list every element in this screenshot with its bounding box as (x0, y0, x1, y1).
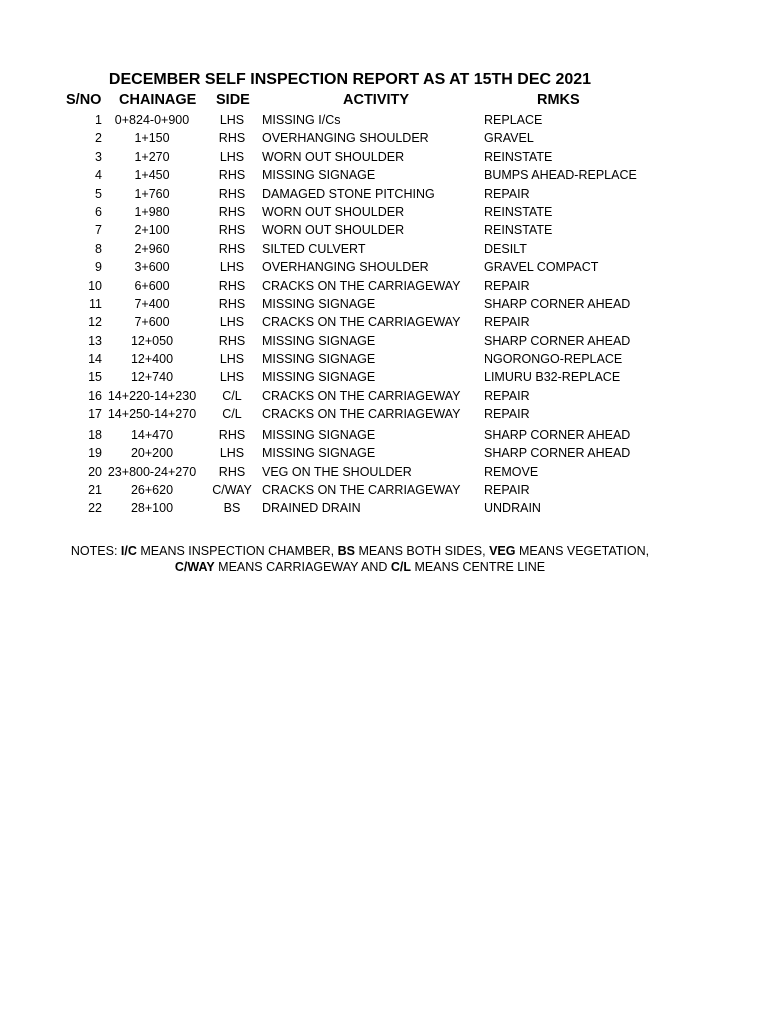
cell-activity: MISSING I/Cs (262, 113, 341, 127)
notes-term-veg: VEG (489, 544, 516, 558)
table-row (0, 241, 768, 259)
header-activity: ACTIVITY (343, 92, 410, 108)
notes-term-cway: C/WAY (174, 560, 215, 574)
cell-chainage: 6+600 (134, 278, 170, 293)
notes-term-bs: BS (337, 544, 356, 558)
cell-activity: CRACKS ON THE CARRIAGEWAY (262, 315, 461, 330)
cell-side: C/L (222, 388, 242, 403)
cell-activity: MISSING SIGNAGE (262, 446, 376, 461)
table-row (0, 278, 768, 296)
cell-rmks: REPAIR (484, 278, 530, 293)
cell-sno: 2 (95, 131, 102, 146)
cell-sno: 5 (95, 186, 102, 201)
cell-rmks: REPAIR (484, 388, 530, 403)
table-row (0, 369, 768, 387)
cell-rmks: REINSTATE (484, 149, 553, 164)
cell-sno: 9 (95, 260, 102, 275)
cell-rmks: SHARP CORNER AHEAD (484, 427, 631, 442)
notes-term-ic: I/C (120, 544, 137, 558)
cell-side: RHS (218, 204, 246, 219)
cell-rmks: GRAVEL (484, 131, 534, 146)
table-row (0, 167, 768, 185)
cell-chainage: 28+100 (130, 501, 174, 516)
cell-chainage: 14+470 (130, 427, 174, 442)
cell-sno: 17 (88, 407, 102, 422)
notes-term-cl: C/L (390, 560, 412, 574)
cell-sno: 7 (95, 223, 102, 238)
cell-rmks: SHARP CORNER AHEAD (484, 296, 631, 311)
table-row (0, 296, 768, 314)
table-row (0, 222, 768, 240)
cell-activity: VEG ON THE SHOULDER (262, 464, 412, 479)
cell-activity: MISSING SIGNAGE (262, 427, 376, 442)
cell-side: RHS (218, 131, 246, 146)
cell-chainage: 23+800-24+270 (107, 464, 197, 479)
cell-rmks: NGORONGO-REPLACE (484, 352, 623, 367)
cell-rmks: REINSTATE (484, 223, 553, 238)
cell-side: RHS (218, 223, 246, 238)
cell-chainage: 14+250-14+270 (107, 407, 197, 422)
table-row (0, 445, 768, 463)
notes (60, 543, 660, 575)
cell-side: RHS (218, 168, 246, 183)
cell-sno: 4 (95, 168, 102, 183)
cell-activity: OVERHANGING SHOULDER (262, 260, 429, 275)
cell-side: LHS (219, 370, 245, 385)
cell-sno: 13 (88, 333, 102, 348)
cell-side: C/WAY (212, 482, 252, 497)
cell-side: LHS (219, 149, 245, 164)
header-rmks: RMKS (537, 92, 580, 108)
table-row (0, 427, 768, 445)
table-row (0, 482, 768, 500)
cell-side: RHS (218, 296, 246, 311)
cell-side: RHS (218, 427, 246, 442)
cell-chainage: 1+760 (134, 186, 170, 201)
cell-activity: CRACKS ON THE CARRIAGEWAY (262, 407, 461, 422)
cell-activity: MISSING SIGNAGE (262, 352, 376, 367)
cell-rmks: REMOVE (484, 464, 539, 479)
table-row (0, 259, 768, 277)
cell-chainage: 1+270 (134, 149, 170, 164)
cell-activity: WORN OUT SHOULDER (262, 204, 405, 219)
cell-activity: WORN OUT SHOULDER (262, 223, 405, 238)
notes-text-1: NOTES: (70, 544, 121, 558)
cell-activity: DRAINED DRAIN (262, 501, 361, 516)
table-row (0, 333, 768, 351)
cell-sno: 18 (88, 427, 102, 442)
table-row (0, 314, 768, 332)
table-row (0, 500, 768, 518)
cell-rmks: DESILT (484, 241, 527, 256)
cell-chainage: 1+450 (134, 168, 170, 183)
cell-rmks: REPLACE (484, 113, 543, 127)
cell-activity: CRACKS ON THE CARRIAGEWAY (262, 278, 461, 293)
cell-chainage: 1+150 (134, 131, 170, 146)
cell-chainage: 26+620 (130, 482, 174, 497)
cell-activity: OVERHANGING SHOULDER (262, 131, 429, 146)
header-chainage: CHAINAGE (119, 92, 197, 108)
report-title (0, 71, 700, 89)
cell-rmks: REINSTATE (484, 204, 553, 219)
notes-text-6: MEANS CENTRE LINE (411, 560, 546, 574)
cell-side: RHS (218, 278, 246, 293)
cell-activity: MISSING SIGNAGE (262, 168, 376, 183)
cell-rmks: SHARP CORNER AHEAD (484, 446, 631, 461)
cell-sno: 20 (88, 464, 102, 479)
table-row (0, 130, 768, 148)
cell-chainage: 3+600 (134, 260, 170, 275)
cell-sno: 19 (88, 446, 102, 461)
cell-rmks: REPAIR (484, 482, 530, 497)
cell-sno: 8 (95, 241, 102, 256)
cell-side: LHS (219, 260, 245, 275)
cell-chainage: 2+960 (134, 241, 170, 256)
cell-side: RHS (218, 241, 246, 256)
table-row (0, 406, 768, 427)
cell-sno: 10 (88, 278, 102, 293)
cell-sno: 1 (95, 113, 102, 127)
cell-rmks: GRAVEL COMPACT (484, 260, 599, 275)
cell-chainage: 14+220-14+230 (107, 388, 197, 403)
header-side: SIDE (216, 92, 250, 108)
cell-rmks: REPAIR (484, 315, 530, 330)
cell-rmks: SHARP CORNER AHEAD (484, 333, 631, 348)
cell-sno: 16 (88, 388, 102, 403)
notes-text-4: MEANS VEGETATION, (515, 544, 650, 558)
cell-side: RHS (218, 464, 246, 479)
inspection-table (0, 112, 768, 519)
report-title-text: DECEMBER SELF INSPECTION REPORT AS AT 15TH DEC 2021 (108, 71, 592, 88)
cell-rmks: UNDRAIN (484, 501, 541, 516)
cell-side: RHS (218, 186, 246, 201)
cell-chainage: 12+740 (130, 370, 174, 385)
cell-sno: 11 (89, 296, 102, 311)
cell-rmks: REPAIR (484, 407, 530, 422)
cell-chainage: 20+200 (130, 446, 174, 461)
cell-rmks: LIMURU B32-REPLACE (484, 370, 621, 385)
table-row (0, 186, 768, 204)
cell-activity: WORN OUT SHOULDER (262, 149, 405, 164)
cell-chainage: 12+400 (130, 352, 174, 367)
table-row (0, 351, 768, 369)
cell-sno: 12 (88, 315, 102, 330)
header-sno: S/NO (66, 92, 102, 108)
cell-activity: MISSING SIGNAGE (262, 333, 376, 348)
cell-rmks: REPAIR (484, 186, 530, 201)
cell-side: LHS (219, 315, 245, 330)
notes-text-2: MEANS INSPECTION CHAMBER, (136, 544, 338, 558)
cell-activity: CRACKS ON THE CARRIAGEWAY (262, 388, 461, 403)
cell-chainage: 1+980 (134, 204, 170, 219)
cell-sno: 21 (88, 482, 102, 497)
cell-chainage: 7+400 (134, 296, 170, 311)
cell-sno: 14 (88, 352, 102, 367)
cell-chainage: 12+050 (130, 333, 174, 348)
cell-side: RHS (218, 333, 246, 348)
cell-sno: 6 (95, 204, 102, 219)
cell-activity: CRACKS ON THE CARRIAGEWAY (262, 482, 461, 497)
table-row (0, 149, 768, 167)
cell-activity: MISSING SIGNAGE (262, 296, 376, 311)
cell-sno: 3 (95, 149, 102, 164)
notes-text-5: MEANS CARRIAGEWAY AND (214, 560, 391, 574)
cell-side: LHS (219, 446, 245, 461)
cell-activity: SILTED CULVERT (262, 241, 366, 256)
cell-side: LHS (219, 113, 245, 127)
notes-text-3: MEANS BOTH SIDES, (355, 544, 490, 558)
table-row (0, 388, 768, 406)
cell-rmks: BUMPS AHEAD-REPLACE (484, 168, 637, 183)
cell-side: LHS (219, 352, 245, 367)
cell-activity: DAMAGED STONE PITCHING (262, 186, 435, 201)
cell-sno: 15 (88, 370, 102, 385)
cell-side: BS (223, 501, 241, 516)
cell-activity: MISSING SIGNAGE (262, 370, 376, 385)
table-row (0, 112, 768, 130)
cell-chainage: 0+824-0+900 (114, 113, 190, 127)
cell-chainage: 2+100 (134, 223, 170, 238)
table-row (0, 204, 768, 222)
table-row (0, 464, 768, 482)
cell-side: C/L (222, 407, 242, 422)
cell-sno: 22 (88, 501, 102, 516)
cell-chainage: 7+600 (134, 315, 170, 330)
